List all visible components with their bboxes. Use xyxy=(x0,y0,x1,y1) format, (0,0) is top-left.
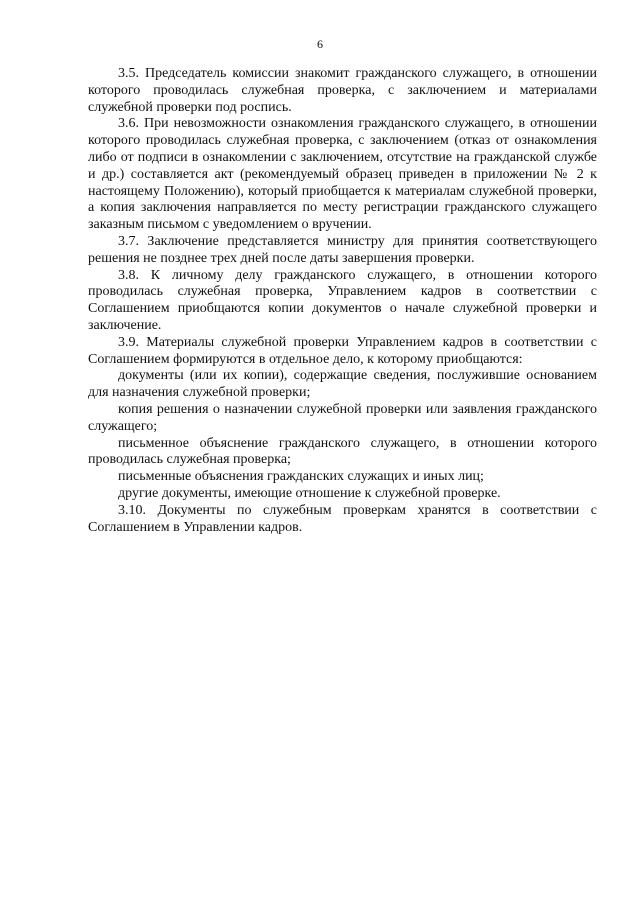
page-number: 6 xyxy=(317,37,323,51)
document-body xyxy=(88,66,597,536)
paragraph-3-9: 3.9. Материалы служебной проверки Управлением кадров в соответствии с Соглашением формируются в отдельное дело, к которому приобщаются: xyxy=(88,334,597,367)
paragraph-3-7: 3.7. Заключение представляется министру для принятия соответствующего решения не позднее трех дней после даты завершения проверки. xyxy=(88,233,597,266)
paragraph-3-10: 3.10. Документы по служебным проверкам хранятся в соответствии с Соглашением в Управлении кадров. xyxy=(88,502,597,535)
list-item-other-documents: другие документы, имеющие отношение к служебной проверке. xyxy=(118,485,501,501)
list-item-decision-copy: копия решения о назначении служебной проверки или заявления гражданского служащего; xyxy=(88,401,597,434)
paragraph-3-8: 3.8. К личному делу гражданского служащего, в отношении которого проводилась служебная проверка, Управлением кадров в соответствии с Соглашением приобщаются копии документов о начале служебной проверки и заключение. xyxy=(88,267,597,333)
list-item-other-explanations: письменные объяснения гражданских служащих и иных лиц; xyxy=(118,469,484,485)
list-item-servant-explanation: письменное объяснение гражданского служащего, в отношении которого проводилась служебная проверка; xyxy=(88,435,597,468)
list-item-documents: документы (или их копии), содержащие сведения, послужившие основанием для назначения служебной проверки; xyxy=(88,368,597,401)
paragraph-3-5: 3.5. Председатель комиссии знакомит гражданского служащего, в отношении которого проводилась служебная проверка, с заключением и материалами служебной проверки под роспись. xyxy=(88,66,597,115)
paragraph-3-6: 3.6. При невозможности ознакомления гражданского служащего, в отношении которого проводилась служебная проверка, с заключением (отказ от ознакомления либо от подписи в ознакомлении с заключением, отсутствие на гражданской службе и др.) составляется акт (рекомендуемый образец приведен в приложении № 2 к настоящему Положению), который приобщается к материалам служебной проверки, а копия заключения направляется по месту регистрации гражданского служащего заказным письмом с уведомлением о вручении. xyxy=(88,116,597,233)
